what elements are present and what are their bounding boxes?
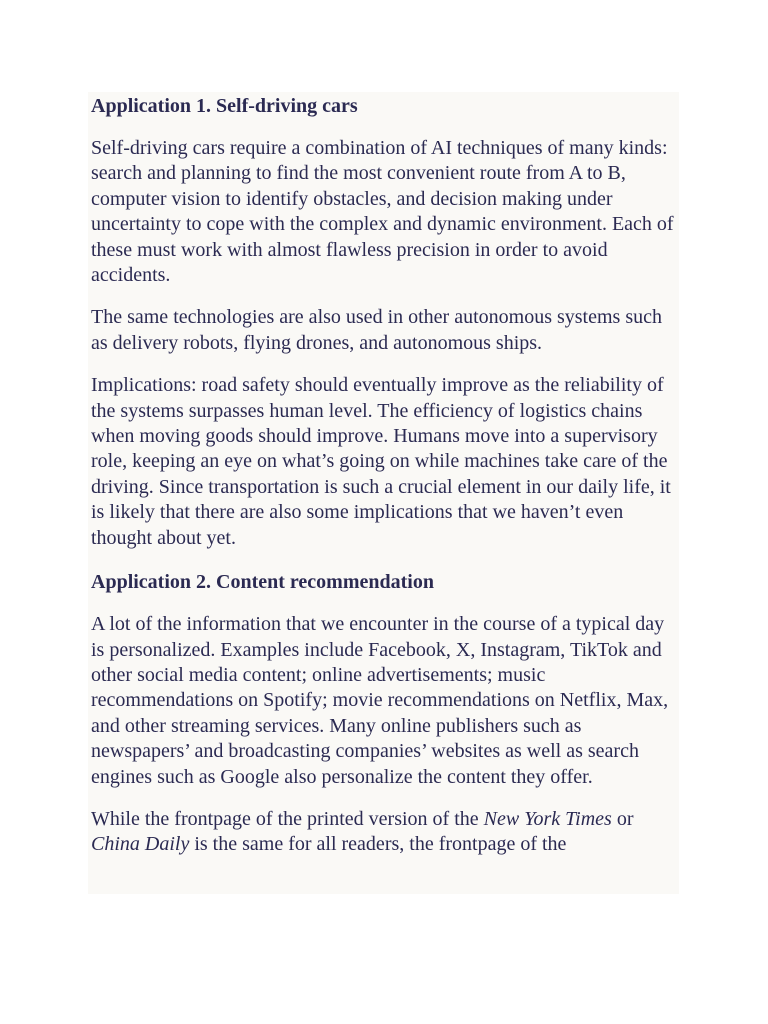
text-run: is the same for all readers, the frontpage of the [189, 833, 567, 856]
paragraph-truncated [91, 807, 679, 858]
document-content [88, 92, 679, 894]
newspaper-title: New York Times [483, 807, 612, 830]
paragraph: The same technologies are also used in other autonomous systems such as delivery robots, flying drones, and autonomous ships. [91, 306, 662, 354]
text-run: or [611, 807, 634, 830]
section-heading-self-driving: Application 1. Self-driving cars [91, 95, 358, 117]
text-run: While the frontpage of the printed version of the [91, 807, 484, 830]
section-heading-content-recommendation: Application 2. Content recommendation [91, 571, 434, 594]
paragraph: A lot of the information that we encounter in the course of a typical day is personalized. Examples include Facebook, X, Instagram, TikTok and other social media content; online advertisements; music recommendations on Spotify; movie recommendations on Netflix, Max, and other streaming services. Many online publishers such as newspapers’ and broadcasting companies’ websites as well as search engines such as Google also personalize the content they offer. [91, 613, 669, 788]
newspaper-title: China Daily [91, 833, 190, 856]
paragraph: Self-driving cars require a combination of AI techniques of many kinds: search and planning to find the most convenient route from A to B, computer vision to identify obstacles, and decision making under uncertainty to cope with the complex and dynamic environment. Each of these must work with almost flawless precision in order to avoid accidents. [91, 137, 674, 287]
paragraph: Implications: road safety should eventually improve as the reliability of the systems surpasses human level. The efficiency of logistics chains when moving goods should improve. Humans move into a supervisory role, keeping an eye on what’s going on while machines take care of the driving. Since transportation is such a crucial element in our daily life, it is likely that there are also some implications that we haven’t even thought about yet. [91, 374, 671, 549]
